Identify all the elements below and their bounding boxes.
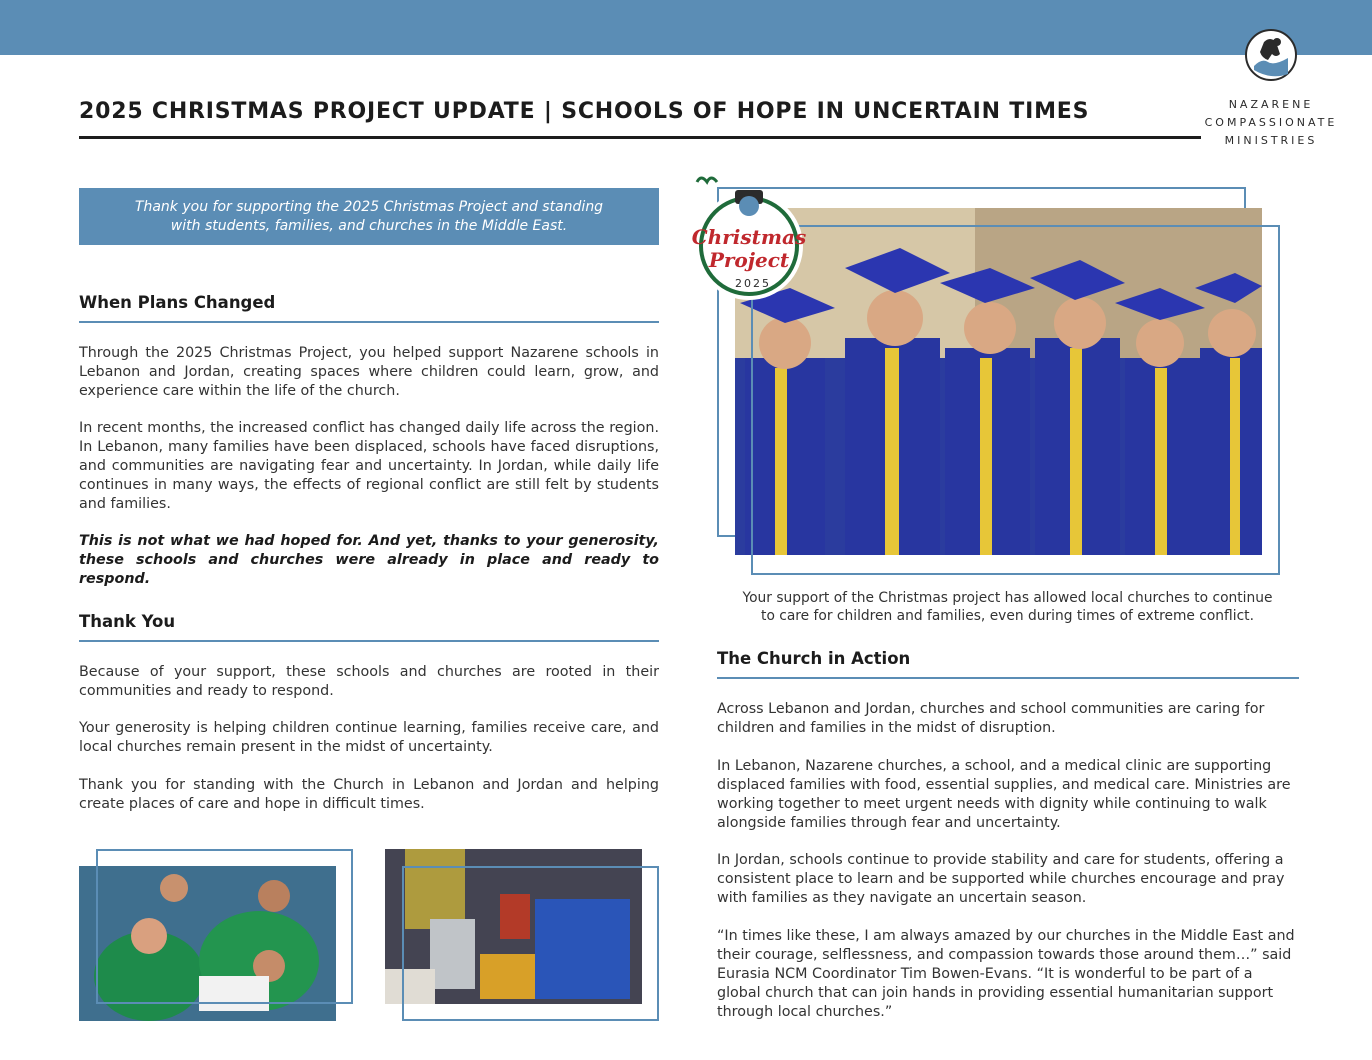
section-heading-church: The Church in Action xyxy=(717,649,911,668)
logo-line-3: MINISTRIES xyxy=(1224,134,1318,147)
section-rule-plans xyxy=(79,321,659,323)
badge-year: 2025 xyxy=(735,277,771,290)
badge-word-1: Christmas xyxy=(691,225,807,249)
logo-wordmark xyxy=(1196,96,1346,150)
callout-line-2: with students, families, and churches in the Middle East. xyxy=(170,218,568,234)
thanks-paragraph-1: Because of your support, these schools and churches are rooted in their communities and ready to respond. xyxy=(79,664,659,699)
plans-paragraph-3: This is not what we had hoped for. And yet, thanks to your generosity, these schools and churches were already in place and ready to respond. xyxy=(79,533,659,587)
badge-word-2: Project xyxy=(708,248,790,272)
ncm-logo xyxy=(1196,28,1346,150)
caption-line-1: Your support of the Christmas project has allowed local churches to continue xyxy=(742,590,1273,606)
section-heading-thanks: Thank You xyxy=(79,612,176,631)
title-rule xyxy=(79,136,1201,139)
thank-you-callout xyxy=(79,188,659,245)
logo-line-2: COMPASSIONATE xyxy=(1204,116,1338,129)
graduation-front-frame xyxy=(751,225,1280,575)
church-paragraph-1: Across Lebanon and Jordan, churches and school communities are caring for children and families in the midst of disruption. xyxy=(717,701,1265,736)
plans-paragraph-1: Through the 2025 Christmas Project, you helped support Nazarene schools in Lebanon and Jordan, creating spaces where children could learn, grow, and experience care within the life of the church. xyxy=(79,345,659,399)
thanks-paragraph-3: Thank you for standing with the Church in Lebanon and Jordan and helping create places of care and hope in difficult times. xyxy=(79,777,659,812)
church-paragraph-2: In Lebanon, Nazarene churches, a school, and a medical clinic are supporting displaced families with food, essential supplies, and medical care. Ministries are working together to meet urgent needs with dignity while continuing to walk alongside families through fear and uncertainty. xyxy=(717,758,1291,831)
students-photo-frame xyxy=(96,849,353,1004)
christmas-project-badge xyxy=(687,172,809,302)
plans-paragraph-2: In recent months, the increased conflict has changed daily life across the region. In Lebanon, many families have been displaced, schools have faced disruptions, and communities are navigating fear and uncertainty. In Jordan, while daily life continues in many ways, the effects of regional conflict are still felt by students and families. xyxy=(79,420,659,512)
callout-line-1: Thank you for supporting the 2025 Christmas Project and standing xyxy=(134,199,604,215)
section-rule-thanks xyxy=(79,640,659,642)
caption-line-2: to care for children and families, even during times of extreme conflict. xyxy=(761,607,1254,624)
section-heading-plans: When Plans Changed xyxy=(79,293,276,312)
section-rule-church xyxy=(717,677,1299,679)
top-band xyxy=(0,0,1372,55)
ncm-emblem-icon xyxy=(1244,28,1298,82)
logo-line-1: NAZARENE xyxy=(1228,98,1314,111)
food-photo-frame xyxy=(402,866,659,1021)
thanks-paragraph-2: Your generosity is helping children continue learning, families receive care, and local churches remain present in the midst of uncertainty. xyxy=(79,720,659,755)
church-paragraph-4: “In times like these, I am always amazed by our churches in the Middle East and their courage, selflessness, and compassion towards those around them…” said Eurasia NCM Coordinator Tim Bowen-Evans. “It is wonderful to be part of a global church that can join hands in providing essential humanitarian support through local churches.” xyxy=(717,928,1295,1020)
christmas-ornament-icon xyxy=(687,172,809,302)
church-paragraph-3: In Jordan, schools continue to provide stability and care for students, offering a consistent place to learn and be supported while churches encourage and pray with families as they navigate an uncertain season. xyxy=(717,852,1285,906)
page-title: 2025 CHRISTMAS PROJECT UPDATE | SCHOOLS OF HOPE IN UNCERTAIN TIMES xyxy=(79,99,1090,124)
photo-caption xyxy=(735,590,1280,625)
